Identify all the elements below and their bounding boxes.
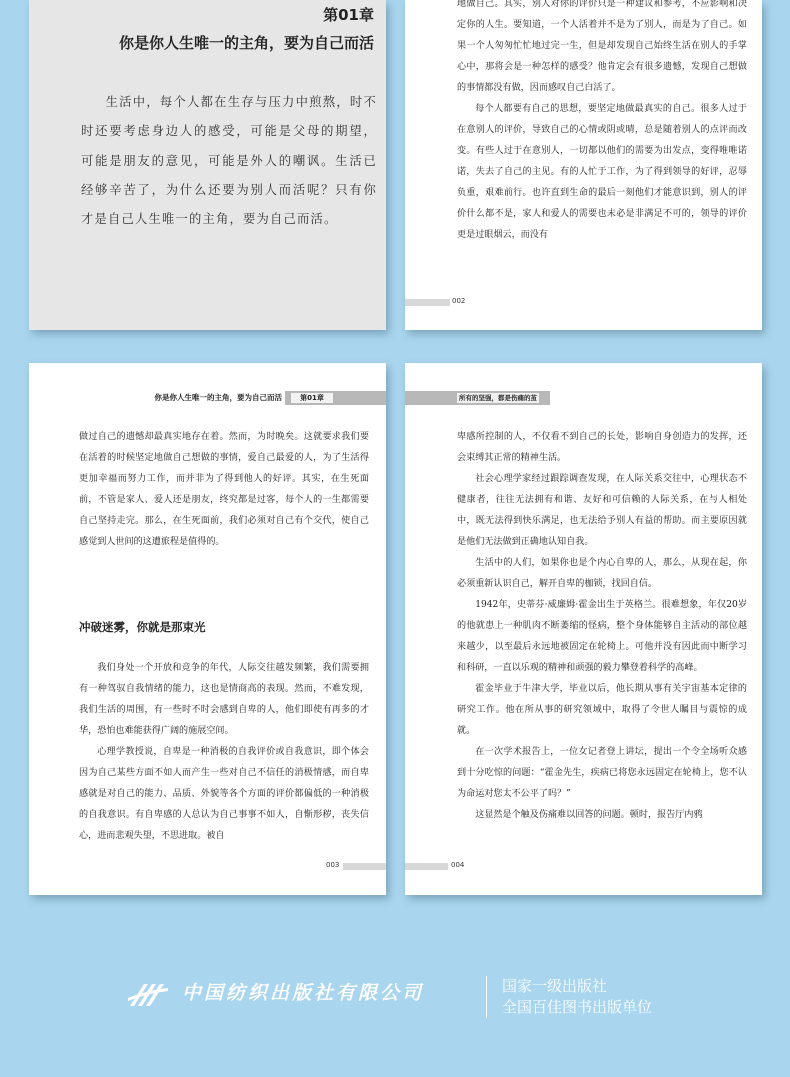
- publisher-name: 中国纺织出版社有限公司: [182, 982, 425, 1004]
- paragraph: 这显然是个触及伤痛难以回答的问题。顿时，报告厅内鸦: [475, 810, 703, 820]
- page-number: 004: [451, 861, 465, 869]
- footer-bar: [405, 863, 448, 870]
- footer-bar: [405, 299, 450, 306]
- running-header: [405, 391, 550, 405]
- running-header-title: 你是你人生唯一的主角，要为自己而活: [154, 393, 282, 402]
- paragraph: 心理学教授说，自卑是一种消极的自我评价或自我意识，即个体会因为自己某些方面不如人而产生一些对自己不信任的消极情感，而自卑感就是对自己的能力、品质、外貌等各个方面的评价都偏低的一种消极的自我意识。有自卑感的人总认为自己事事不如人，自惭形秽，丧失信心，进而悲观失望，不思进取。被自: [79, 747, 369, 841]
- paragraph: 生活中的人们，如果你也是个内心自卑的人，那么，从现在起，你必须重新认识自己，解开自卑的枷锁，找回自信。: [457, 558, 747, 589]
- footer-divider: [486, 976, 487, 1018]
- page-body-bottom: [79, 658, 369, 847]
- footer-bar: [343, 863, 386, 870]
- chapter-title: 你是你人生唯一的主角，要为自己而活: [118, 34, 374, 52]
- page-number: 003: [326, 861, 340, 869]
- slogan-line-2: 全国百佳图书出版单位: [502, 998, 653, 1016]
- chapter-number: 第01章: [323, 6, 374, 24]
- page-body-top: [79, 427, 369, 553]
- book-page-003: [29, 363, 386, 895]
- page-number: 002: [452, 297, 466, 305]
- paragraph: 做过自己的遗憾却最真实地存在着。然而，为时晚矣。这就要求我们要在活着的时候坚定地做自己想做的事情，爱自己最爱的人，为了生活得更加幸福而努力工作，而并非为了得到他人的好评。其实，在生死面前，不管是家人、爱人还是朋友，终究都是过客，每个人的一生都需要自己坚持走完。那么，在生死面前，我们必须对自己有个交代，使自己感觉到人世间的这遭旅程是值得的。: [79, 432, 369, 547]
- paragraph: 我们身处一个开放和竞争的年代，人际交往越发频繁，我们需要拥有一种驾驭自我情绪的能力，这也是情商高的表现。然而，不难发现，我们生活的周围，有一些时不时会感到自卑的人，他们即使有再多的才华，恐怕也难能获得广阔的施展空间。: [79, 663, 369, 736]
- book-page-004: [405, 363, 762, 895]
- paragraph: 地做自己。其实，别人对你的评价只是一种建议和参考，不应影响和决定你的人生。要知道，一个人活着并不是为了别人，而是为了自己。如果一个人匆匆忙忙地过完一生，但是却发现自己始终生活在别人的手掌心中，那将会是一种怎样的感受？他肯定会有很多遗憾，发现自己想做的事情都没有做，因而感叹自己白活了。: [457, 0, 747, 93]
- chapter-opener-page: [29, 0, 386, 330]
- section-heading: 冲破迷雾，你就是那束光: [79, 620, 206, 634]
- paragraph: 社会心理学家经过跟踪调查发现，在人际关系交往中，心理状态不健康者，往往无法拥有和谐、友好和可信赖的人际关系，在与人相处中，既无法得到快乐满足，也无法给予别人有益的帮助。而主要原因就是他们无法做到正确地认知自我。: [457, 474, 747, 547]
- paragraph: 霍金毕业于牛津大学，毕业以后，他长期从事有关宇宙基本定律的研究工作。他在所从事的研究领域中，取得了令世人瞩目与震惊的成就。: [457, 684, 747, 736]
- slogan-line-1: 国家一级出版社: [502, 977, 608, 995]
- publisher-footer: [0, 960, 790, 1040]
- page-body: [457, 0, 747, 246]
- book-page-002: [405, 0, 762, 330]
- paragraph: 1942年，史蒂芬·威廉姆·霍金出生于英格兰。很难想象，年仅20岁的他就患上一种肌肉不断萎缩的怪病，整个身体能够自主活动的部位越来越少，以至最后永远地被固定在轮椅上。可他并没有因此而中断学习和科研，一直以乐观的精神和顽强的毅力攀登着科学的高峰。: [457, 600, 747, 673]
- page-body: [457, 427, 747, 826]
- publisher-swoosh-logo-icon: [128, 978, 168, 1008]
- paragraph: 在一次学术报告上，一位女记者登上讲坛，提出一个令全场听众感到十分吃惊的问题：“霍金先生，疾病已将您永远固定在轮椅上，您不认为命运对您太不公平了吗？”: [457, 747, 747, 799]
- chapter-intro: 生活中，每个人都在生存与压力中煎熬，时不时还要考虑身边人的感受，可能是父母的期望，可能是朋友的意见，可能是外人的嘲讽。生活已经够辛苦了，为什么还要为别人而活呢？只有你才是自己人生唯一的主角，要为自己而活。: [81, 95, 377, 227]
- paragraph: 卑感所控制的人，不仅看不到自己的长处，影响自身创造力的发挥，还会束缚其正常的精神生活。: [457, 432, 747, 463]
- running-header-tag: 所有的坚强，都是伤痛的茧: [459, 394, 537, 402]
- paragraph: 每个人都要有自己的思想，要坚定地做最真实的自己。很多人过于在意别人的评价，导致自己的心情或阴或晴，总是随着别人的点评而改变。有些人过于在意别人，一切都以他们的需要为出发点，变得唯唯诺诺，失去了自己的主见。有的人忙于工作，为了得到领导的好评，忍辱负重，艰难前行。也许直到生命的最后一刻他们才能意识到，别人的评价什么都不是，家人和爱人的需要也未必是非满足不可的，领导的评价更是过眼烟云，而没有: [457, 104, 747, 240]
- publisher-slogan: [502, 976, 652, 1018]
- running-header-chapter: 第01章: [291, 393, 333, 403]
- running-header: [29, 391, 386, 405]
